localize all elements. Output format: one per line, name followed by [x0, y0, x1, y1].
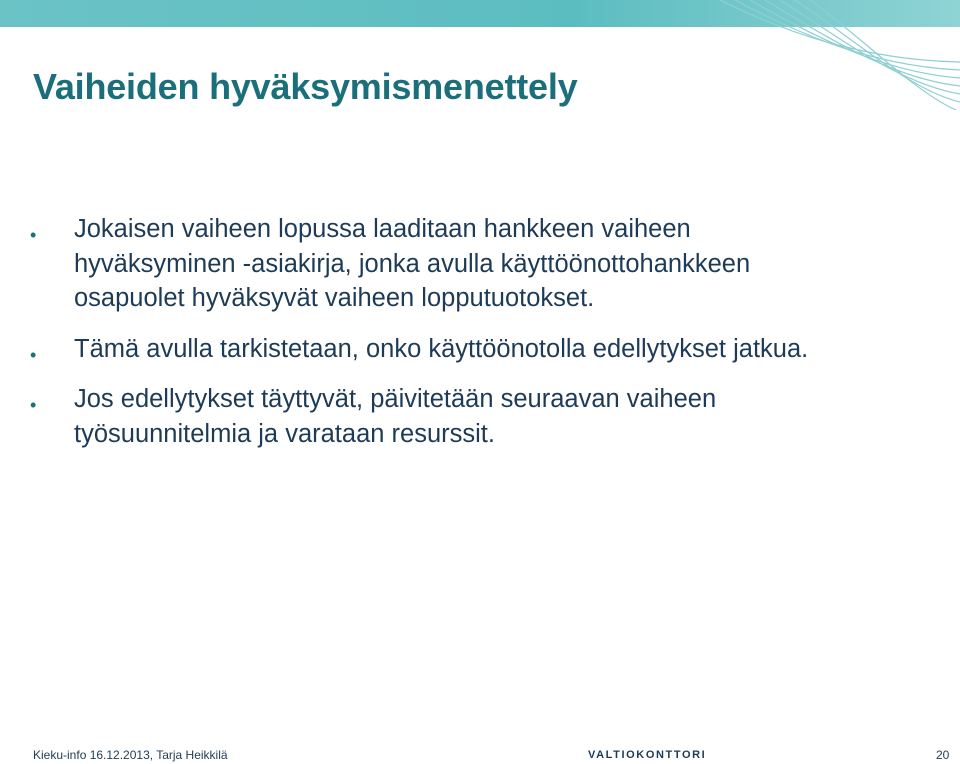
- page-number: 20: [936, 748, 950, 762]
- slide-title: Vaiheiden hyväksymismenettely: [33, 66, 578, 107]
- bullet-text: Tämä avulla tarkistetaan, onko käyttöönotolla edellytykset jatkua.: [74, 334, 809, 363]
- valtiokonttori-logo: VALTIOKONTTORI: [588, 749, 707, 761]
- wave-decoration: [560, 0, 960, 110]
- bullet-list: [30, 212, 850, 467]
- bullet-item: [30, 212, 850, 316]
- bullet-item: [30, 382, 850, 451]
- bullet-icon: •: [30, 225, 37, 245]
- bullet-text: Jos edellytykset täyttyvät, päivitetään seuraavan vaiheen työsuunnitelmia ja varataan resurssit.: [74, 385, 717, 448]
- footer-event-author: Kieku-info 16.12.2013, Tarja Heikkilä: [33, 748, 228, 762]
- bullet-text: Jokaisen vaiheen lopussa laaditaan hankkeen vaiheen hyväksyminen -asiakirja, jonka avulla käyttöönottohankkeen osapuolet hyväksyvät vaiheen lopputuotokset.: [74, 215, 751, 312]
- bullet-item: [30, 332, 850, 367]
- bullet-icon: •: [30, 344, 37, 365]
- bullet-icon: •: [30, 395, 37, 415]
